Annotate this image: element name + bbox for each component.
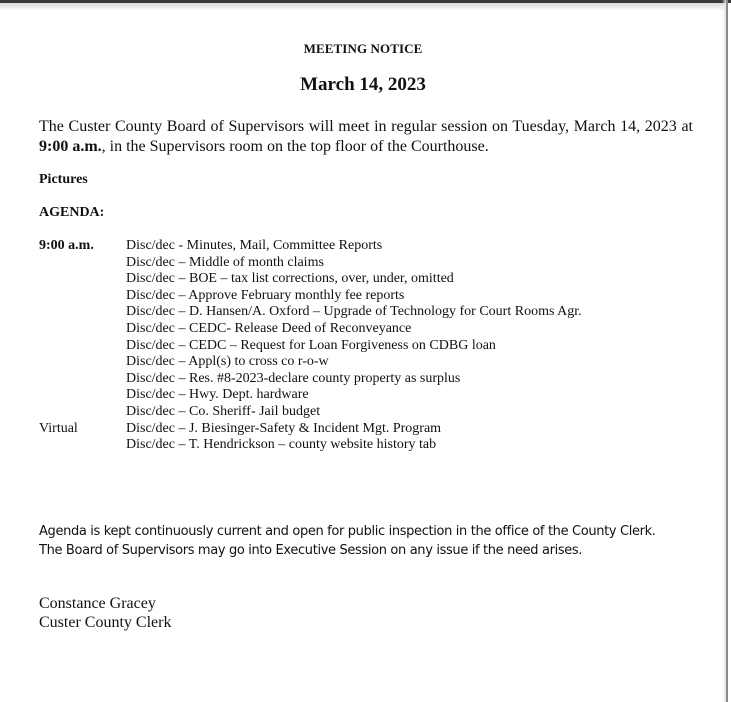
agenda-item: Disc/dec – D. Hansen/A. Oxford – Upgrade of Technology for Court Rooms Agr. [126, 304, 582, 320]
agenda-row [39, 387, 699, 404]
public-inspection-note [39, 522, 709, 560]
agenda-time [39, 371, 126, 388]
agenda-time [39, 404, 126, 421]
agenda-row [39, 437, 699, 454]
page-right-edge [726, 0, 728, 702]
agenda-item: Disc/dec – CEDC – Request for Loan Forgiveness on CDBG loan [126, 337, 496, 353]
agenda-row [39, 271, 699, 288]
agenda-time [39, 304, 126, 321]
agenda-time [39, 255, 126, 272]
agenda-time [39, 288, 126, 305]
agenda-item: Disc/dec – Co. Sheriff- Jail budget [126, 403, 321, 419]
agenda-row [39, 354, 699, 371]
public-inspection-line: Agenda is kept continuously current and open for public inspection in the office of the County Clerk. [39, 524, 656, 539]
agenda-item: Disc/dec – Hwy. Dept. hardware [126, 387, 309, 403]
agenda-item: Disc/dec – Middle of month claims [126, 254, 324, 270]
agenda-time [39, 437, 126, 454]
agenda-item: Disc/dec – J. Biesinger-Safety & Incident Mgt. Program [126, 420, 442, 436]
agenda-row [39, 404, 699, 421]
intro-text-start: The Custer County Board of Supervisors will meet in regular session on Tuesday, March 14, 2023 at [39, 118, 693, 135]
agenda-item: Disc/dec – CEDC- Release Deed of Reconveyance [126, 320, 412, 336]
signer-name: Constance Gracey [39, 595, 156, 612]
agenda-row [39, 238, 699, 255]
intro-text-end: , in the Supervisors room on the top floor of the Courthouse. [101, 138, 489, 155]
intro-paragraph [39, 117, 693, 157]
agenda-row [39, 288, 699, 305]
agenda-time [39, 387, 126, 404]
agenda-row [39, 421, 699, 438]
meeting-date: March 14, 2023 [300, 74, 426, 95]
agenda-row [39, 304, 699, 321]
agenda-time: 9:00 a.m. [39, 238, 94, 253]
agenda-time [39, 321, 126, 338]
agenda-row [39, 338, 699, 355]
signature-block [39, 594, 171, 632]
agenda-time: Virtual [39, 420, 78, 436]
agenda-row [39, 321, 699, 338]
executive-session-line: The Board of Supervisors may go into Executive Session on any issue if the need arises. [39, 543, 583, 558]
agenda-heading: AGENDA: [39, 205, 105, 220]
agenda-row [39, 255, 699, 272]
agenda-time [39, 271, 126, 288]
agenda-time [39, 354, 126, 371]
agenda-time [39, 338, 126, 355]
notice-title: MEETING NOTICE [303, 41, 423, 56]
agenda-item: Disc/dec – Appl(s) to cross co r-o-w [126, 354, 329, 370]
agenda-item: Disc/dec – Res. #8-2023-declare county property as surplus [126, 370, 461, 386]
agenda-item: Disc/dec – T. Hendrickson – county website history tab [126, 437, 437, 453]
agenda-row [39, 371, 699, 388]
intro-meeting-time: 9:00 a.m. [39, 138, 102, 155]
agenda-item: Disc/dec – Approve February monthly fee reports [126, 287, 405, 303]
pictures-label: Pictures [39, 172, 88, 187]
agenda-list [39, 238, 699, 454]
agenda-item: Disc/dec – BOE – tax list corrections, over, under, omitted [126, 271, 454, 287]
signer-title: Custer County Clerk [39, 614, 172, 631]
agenda-item: Disc/dec - Minutes, Mail, Committee Reports [126, 238, 383, 253]
